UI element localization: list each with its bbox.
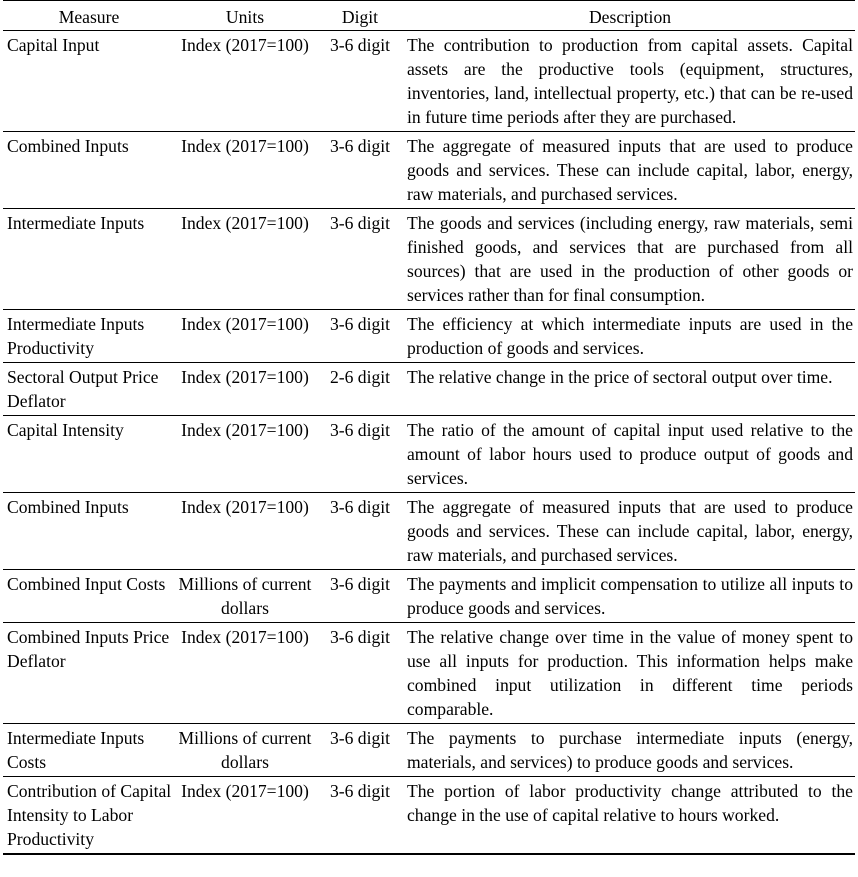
cell-description: The portion of labor productivity change attributed to the change in the use of capital relative to hours worked. [405, 777, 855, 855]
cell-digit: 3-6 digit [315, 132, 405, 209]
header-measure: Measure [3, 1, 175, 31]
table-row [3, 132, 855, 209]
table-row [3, 623, 855, 724]
cell-units: Index (2017=100) [175, 416, 315, 493]
table-row [3, 777, 855, 855]
header-units: Units [175, 1, 315, 31]
cell-measure: Combined Input Costs [3, 570, 175, 623]
table-row [3, 416, 855, 493]
cell-description: The relative change in the price of sectoral output over time. [405, 363, 855, 416]
cell-digit: 3-6 digit [315, 570, 405, 623]
cell-units: Millions of current dollars [175, 570, 315, 623]
measures-table [3, 0, 855, 855]
header-row [3, 1, 855, 31]
cell-units: Index (2017=100) [175, 493, 315, 570]
cell-digit: 3-6 digit [315, 623, 405, 724]
cell-units: Index (2017=100) [175, 363, 315, 416]
table-row [3, 724, 855, 777]
cell-measure: Sectoral Output Price Deflator [3, 363, 175, 416]
cell-measure: Capital Input [3, 31, 175, 132]
table-row [3, 570, 855, 623]
cell-description: The payments and implicit compensation to utilize all inputs to produce goods and services. [405, 570, 855, 623]
cell-description: The goods and services (including energy, raw materials, semi finished goods, and services that are purchased from all sources) that are used in the production of other goods or services rather than for final consumption. [405, 209, 855, 310]
cell-digit: 3-6 digit [315, 209, 405, 310]
cell-description: The payments to purchase intermediate inputs (energy, materials, and services) to produce goods and services. [405, 724, 855, 777]
header-digit: Digit [315, 1, 405, 31]
cell-measure: Intermediate Inputs Costs [3, 724, 175, 777]
table-row [3, 363, 855, 416]
cell-digit: 3-6 digit [315, 416, 405, 493]
cell-description: The contribution to production from capital assets. Capital assets are the productive tools (equipment, structures, inventories, land, intellectual property, etc.) that can be re-used in future time periods after they are purchased. [405, 31, 855, 132]
cell-measure: Intermediate Inputs Productivity [3, 310, 175, 363]
cell-description: The ratio of the amount of capital input used relative to the amount of labor hours used to produce output of goods and services. [405, 416, 855, 493]
cell-measure: Combined Inputs [3, 493, 175, 570]
cell-digit: 3-6 digit [315, 724, 405, 777]
table-row [3, 493, 855, 570]
header-description: Description [405, 1, 855, 31]
table-row [3, 31, 855, 132]
cell-units: Index (2017=100) [175, 209, 315, 310]
cell-units: Index (2017=100) [175, 777, 315, 855]
cell-description: The aggregate of measured inputs that are used to produce goods and services. These can include capital, labor, energy, raw materials, and purchased services. [405, 132, 855, 209]
cell-measure: Combined Inputs Price Deflator [3, 623, 175, 724]
cell-description: The relative change over time in the value of money spent to use all inputs for production. This information helps make combined input utilization in different time periods comparable. [405, 623, 855, 724]
cell-digit: 3-6 digit [315, 777, 405, 855]
cell-units: Index (2017=100) [175, 132, 315, 209]
cell-measure: Intermediate Inputs [3, 209, 175, 310]
cell-measure: Combined Inputs [3, 132, 175, 209]
cell-measure: Contribution of Capital Intensity to Labor Productivity [3, 777, 175, 855]
cell-measure: Capital Intensity [3, 416, 175, 493]
cell-units: Millions of current dollars [175, 724, 315, 777]
table-row [3, 209, 855, 310]
cell-digit: 2-6 digit [315, 363, 405, 416]
cell-units: Index (2017=100) [175, 623, 315, 724]
table-row [3, 310, 855, 363]
cell-description: The aggregate of measured inputs that are used to produce goods and services. These can include capital, labor, energy, raw materials, and purchased services. [405, 493, 855, 570]
cell-units: Index (2017=100) [175, 310, 315, 363]
cell-units: Index (2017=100) [175, 31, 315, 132]
cell-digit: 3-6 digit [315, 493, 405, 570]
cell-digit: 3-6 digit [315, 31, 405, 132]
cell-digit: 3-6 digit [315, 310, 405, 363]
cell-description: The efficiency at which intermediate inputs are used in the production of goods and services. [405, 310, 855, 363]
